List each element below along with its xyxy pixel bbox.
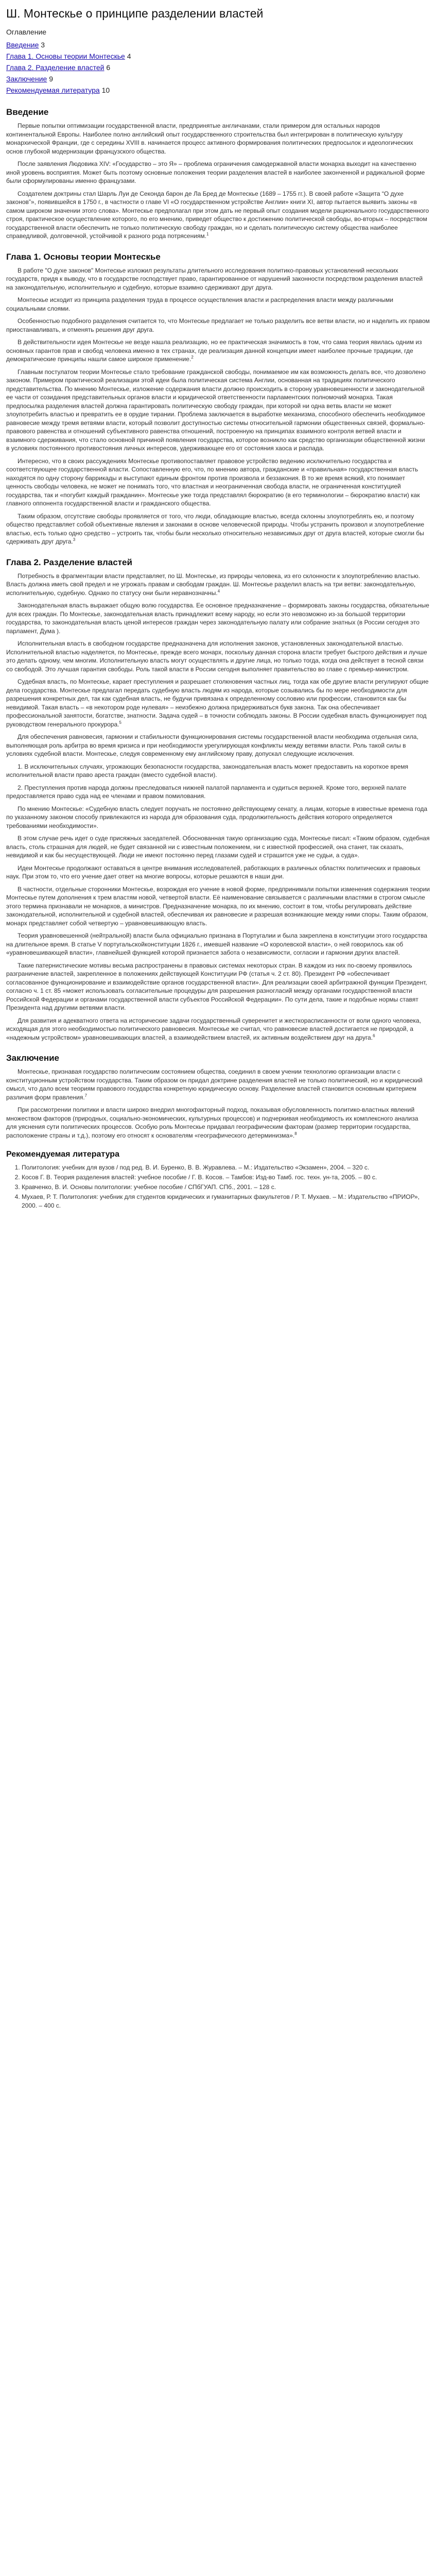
paragraph: В частности, отдельные сторонники Монтескье, возрождая его учение в новой форме, предпринимали попытки изменения содержания теории Монтескье путем дополнения к трем властям новой, четвертой власти. Её наименование связывается с различными властями в строгом смысле этого термина признавали не монархов, а министров. Предназначение монарха, по их мнению, состоит в том, чтобы регулировать действие законодательной, исполнительной и судебной властей, обеспечивая их равновесие и разрешая возникающие между ними споры. Таким образом, монарх представляет собой четвертую – уравновешивающую власть. [6,885,430,927]
toc-page-number: 4 [127,52,131,60]
toc-heading: Оглавление [6,28,47,36]
footnote-marker: 3 [73,537,76,542]
paragraph: По мнению Монтескье: «Судебную власть следует поручать не постоянно действующему сенату, а лицам, которые в известные времена года по указанному законом способу привлекаются из народа для образования суда, продолжительность действия которого определяется требованиями необходимости». [6,805,428,829]
paragraph: Интересно, что в своих рассуждениях Монтескье противопоставляет правовое устройство ведению исключительно государства и соответствующее государственной власти. Сопоставленную его, что, по мнению автора, гражданские и «правильная» государственная власть находятся по одну сторону баррикады и выступают единым фронтом против произвола и беззакония. В то же время всякий, кто понимает ценность свободы человека, не может не понимать того, что властная и неограниченная свобода власти, не ограниченная конституцией государства, так и «погубит каждый гражданин». Монтескье уже тогда представлял бюрократию (в его терминологии – бюрократию власти) как главного оппонента государственной власти и гражданского общества. [6,457,420,507]
paragraph: Для развития и адекватного ответа на исторические задачи государственный суверенитет и жесткорасписанности от воли одного человека, исходящая для этого необходимостью политического равновесия. Монтескье же считал, что равновесие властей достигается не природой, а «надежным устройством» уравновешивающих властей, а взаимодействием властей, их активным воздействием друг на друга.$^6$ [6,1016,421,1041]
page-title: Ш. Монтескье о принципе разделении властей [6,7,264,20]
section-heading-references: Рекомендуемая литература [6,1150,119,1159]
footnote-marker: 4 [217,588,220,594]
section-conclusion [6,1053,430,1140]
footnote-marker: 7 [84,1093,88,1098]
footnote-marker: 5 [119,720,121,725]
toc-page-number: 3 [41,41,45,49]
paragraph: Главным постулатом теории Монтескье стало требование гражданской свободы, понимаемое им как возможность делать все, что дозволено законом. Примером практической реализации этой идеи была политическая система Англии, основанная на традициях политического представительства. По мнению Монтескье, изложение содержания власти должно происходить в сторону уравновешенности и законодательной ее части от созидания представительных органов власти и юридической ответственности парламентских полномочий монарха. Такая предпосылка разделения властей должна гарантировать политическую свободу граждан, при которой ни одна ветвь власти не может злоупотребить властью и превратить ее в орудие тирании. Проблема заключается в выработке механизма, способного обеспечить необходимое равновесие между тремя ветвями власти, который позволит доступностью системы относительной гармонии общественных связей, формально-правового равенства и отношений субъективного равенства отношений, построенную на принципах взаимного контроля ветвей власти и взаимного сдерживания, что стало основной причиной появления государства, которое возникло как средство организации общественной жизни в условиях постоянного противостояния личных интересов, удерживающее его от состояния хаоса и распада. [6,368,426,452]
toc-item-chapter2 [6,62,430,73]
reference-item: 1. Политология: учебник для вузов / под ред. В. И. Буренко, В. В. Журавлева. – М.: Издательство «Экзамен», 2004. – 320 с. [22,1163,430,1172]
reference-list [6,1163,430,1210]
paragraph: При рассмотрении политики и власти широко внедрил многофакторный подход, показывая обусловленность политико-властных явлений множеством факторов (природных, социально-экономических, культурных процессов) и подчеркивая необходимость их комплексного анализа для уяснения сути политических процессов. Особую роль Монтескье придавал географическим факторам (размер территории государства, расположение страны и т.д.), поэтому его относят к основателям «географического детерминизма».$^8$ [6,1106,418,1139]
section-intro [6,107,430,241]
section-heading-intro: Введение [6,107,49,117]
footnote-marker: 6 [373,1033,375,1038]
paragraph: Первые попытки оптимизации государственной власти, предпринятые англичанами, стали примером для остальных народов континентальной Европы. Наиболее полно английский опыт государственного строительства был интегрирован в политическую культуру монархической Франции, где с середины XVIII в. начинается процесс активного формирования политических предпосылок и идеологических основ глубокой модернизации французского общества. [6,122,413,155]
toc-link-intro[interactable]: Введение [6,41,39,49]
paragraph: Исполнительная власть в свободном государстве предназначена для исполнения законов, установленных законодательной властью. Исполнительной властью наделяется, по Монтескье, прежде всего монарх, поскольку данная сторона власти требует быстрого действия и лучше это делать одному, чем многим. Исполнительную власть могут осуществлять и другие лица, но только тогда, когда она действует в тесной связи со свободой. Это лучшая гарантия свободы. Роль такой власти в России сегодня выполняет правительство во главе с премьер-министром. [6,640,427,673]
paragraph: 2. Преступления против народа должны преследоваться нижней палатой парламента и судиться верхней. Кроме того, верхней палате предоставляется право суда над ее членами и правом помилования. [6,784,407,800]
paragraph: Монтескье, признавая государство политическим состоянием общества, соединил в своем учении технологию организации власти с конституционным устройством государства. Таким образом он придал доктрине разделения властей не только политический, но и юридический смысл, что дало всем теориям правового государства конкретную юридическую основу. Разделение властей становится основным критерием различия форм правления.$^7$ [6,1068,423,1101]
section-chapter1 [6,252,430,546]
table-of-contents [6,28,430,96]
paragraph: Идеи Монтескье продолжают оставаться в центре внимания исследователей, работающих в различных областях политических и правовых наук. При этом то, что его учение дает ответ на многие вопросы, которые решаются в наши дни. [6,864,421,880]
toc-item-chapter1 [6,50,430,62]
paragraph: Особенностью подобного разделения считается то, что Монтескье предлагает не только разделить все ветви власти, но и наделить их правом приостанавливать, и отменять решения друг друга. [6,317,430,333]
paragraph: Законодательная власть выражает общую волю государства. Ее основное предназначение – формировать законы государства, обязательные для всех граждан. По Монтескье, законодательная власть принадлежит всему народу, но если это невозможно из-за большой территории государства, то законодательная власть ценой интересов граждан через законодательную палату или собрание знатных (в России сегодня это парламент, Дума ). [6,602,429,635]
reference-item: 4. Мухаев, Р. Т. Политология: учебник для студентов юридических и гуманитарных факультетов / Р. Т. Мухаев. – М.: Издательство «ПРИОР», 2000. – 400 с. [22,1193,430,1210]
paragraph: Теория уравновешенной (нейтральной) власти была официально признана в Португалии и была закреплена в конституции этого государства на длительное время. В статье V португальскойконституции 1826 г., имевшей название «О королевской власти», о ней говорилось как об «уравновешивающей власти», главнейшей функцией которой признается забота о независимости, согласии и гармонии других властей. [6,932,427,956]
toc-link-chapter2[interactable]: Глава 2. Разделение властей [6,63,104,72]
paragraph: Такие патернистические мотивы весьма распространены в правовых системах некоторых стран. В каждом из них по-своему проявилось разграничение властей, закрепленное в положениях действующей Конституции РФ (статья ч. 2 ст. 80). Президент РФ «обеспечивает согласованное функционирование и взаимодействие органов государственной власти». Для реализации своей арбитражной функции Президент, согласно ч. 1 ст. 85 «может использовать согласительные процедуры для разрешения разногласий между органами государственной власти Российской Федерации и органами государственной власти субъектов Российской Федерации». По сути дела, такие и подобные нормы ставят Президента над другими ветвями власти. [6,961,427,1011]
section-heading-chapter2: Глава 2. Разделение властей [6,557,132,567]
paragraph: 1. В исключительных случаях, угрожающих безопасности государства, законодательная власть может предоставить на короткое время исполнительной власти право ареста граждан (вместо судебной власти). [6,762,408,778]
footnote-marker: 8 [294,1131,297,1136]
toc-page-number: 10 [101,86,110,94]
document-page [0,0,436,1232]
paragraph: В этом случае речь идет о суде присяжных заседателей. Обоснованная такую организацию суда, Монтескье писал: «Таким образом, судебная власть, столь страшная для людей, не будет связанной ни с известным положением, ни с известной профессией, она станет, так сказать, невидимой и как бы несуществующей. Люди не имеют постоянно перед глазами судей и страшится уже не судьи, а суда». [6,835,430,859]
paragraph: Судебная власть, по Монтескье, карает преступления и разрешает столкновения частных лиц, тогда как обе другие власти регулируют общие дела государства. Монтескье предлагал передать судебную власть людям из народа, которые созывались бы по мере необходимости для разрешения конкретных дел, так как судебная власть, не будучи привязана к определенному сословию или профессии, становится как бы невидимой. Такая власть – «в некотором роде нулевая» – неизбежно должна придерживаться букв закона. Так она обеспечивает профессиональной занятости, богатстве, знатности. Задача судей – в точности соблюдать законы. В России судебная власть функционирует под руководством генерального прокурора.$^5$ [6,678,429,728]
section-heading-chapter1: Глава 1. Основы теории Монтескье [6,251,161,262]
reference-item: 3. Кравченко, В. И. Основы политологии: учебное пособие / СПбГУАП. СПб., 2001. – 128 с. [22,1183,430,1192]
footnote-marker: 1 [206,232,209,236]
paragraph: В работе "О духе законов" Монтескье изложил результаты длительного исследования политико-правовых установлений нескольких государств, придя к выводу, что в государстве господствует право, гарантированное от нарушений законности посредством разделения властей на законодательную, исполнительную и судебную, которые взаимно сдерживают друг друга. [6,266,423,291]
toc-link-references[interactable]: Рекомендуемая литература [6,86,100,94]
paragraph: Монтескье исходит из принципа разделения труда в процессе осуществления власти и распределения власти между различными социальными слоями. [6,296,393,312]
section-references [6,1150,430,1210]
toc-page-number: 9 [49,75,53,83]
toc-page-number: 6 [106,63,111,72]
paragraph: Для обеспечения равновесия, гармонии и стабильности функционирования системы государственной власти необходима отдельная сила, выполняющая роль арбитра во время кризиса и при необходимости урегулирующая конфликты между ветвями власти. Роль такой силы в условиях судебной власти. Монтескье, следуя современному ему английскому праву, допускал следующие исключения. [6,733,418,757]
paragraph: После заявления Людовика XIV: «Государство – это Я» – проблема ограничения самодержавной власти монарха выходит на качественно иной уровень восприятия. Может быть поэтому основные положения теории разделения властей в наиболее законченной и радикальной форме были сформулированы именно французами. [6,160,425,184]
toc-item-intro [6,39,430,50]
toc-item-conclusion [6,73,430,84]
footnote-marker: 2 [191,355,194,360]
paragraph: Создателем доктрины стал Шарль Луи де Секонда барон де Ла Бред де Монтескье (1689 – 1755 гг.). В своей работе «Защита “О духе законов”», появившейся в 1750 г., в частности о главе VI «О государственном устройстве Англии» книги XI, автор пытается выявить законы «в самом широком значении этого слова». Монтескье предполагал при этом дать не первый опыт создания модели рационального государственного строя, практическое осуществление которого, по его мнению, приведет общество к достижению политической свободы, во-вторых – посредством государственной власти обеспечить не только политическую свободу граждан, но и сделать политическую систему общества наиболее справедливой, долговечной, устойчивой к разного рода потрясениям.$^1$ [6,190,429,240]
section-chapter2 [6,557,430,1042]
paragraph: Таким образом, отсутствие свободы проявляется от того, что люди, обладающие властью, всегда склонны злоупотреблять ею, и поэтому общество представляет собой объективные явления и законами в основе человеческой природы. Чтобы устранить произвол и злоупотребление властью, есть только одно средство – устроить так, чтобы были несколько относительно независимых друг от друга властей, которые смогли бы сдерживать друг друга.$^3$ [6,512,425,545]
toc-link-chapter1[interactable]: Глава 1. Основы теории Монтескье [6,52,125,60]
paragraph: В действительности идея Монтескье не везде нашла реализацию, но ее практическая значимость в том, что сама теория явилась одним из основных гарантов прав и свобод человека именно в тех странах, где реализация данной концепции имеет наиболее прочные традиции, где демократические принципы нашли самое широкое применение.$^2$ [6,338,422,363]
section-heading-conclusion: Заключение [6,1053,59,1063]
paragraph: Потребность в фрагментации власти представляет, по Ш. Монтескье, из природы человека, из его склонности к злоупотреблению властью. Власть должна иметь свой предел и не угрожать правам и свободам граждан. Ш. Монтескье разделил власть на три ветви: законодательную, исполнительную, судебную. Однако по статусу они были неравнозначны.$^4$ [6,572,420,597]
toc-link-conclusion[interactable]: Заключение [6,75,47,83]
toc-item-references [6,84,430,96]
reference-item: 2. Косов Г. В. Теория разделения властей: учебное пособие / Г. В. Косов. – Тамбов: Изд-во Тамб. гос. техн. ун-та, 2005. – 80 с. [22,1173,430,1182]
